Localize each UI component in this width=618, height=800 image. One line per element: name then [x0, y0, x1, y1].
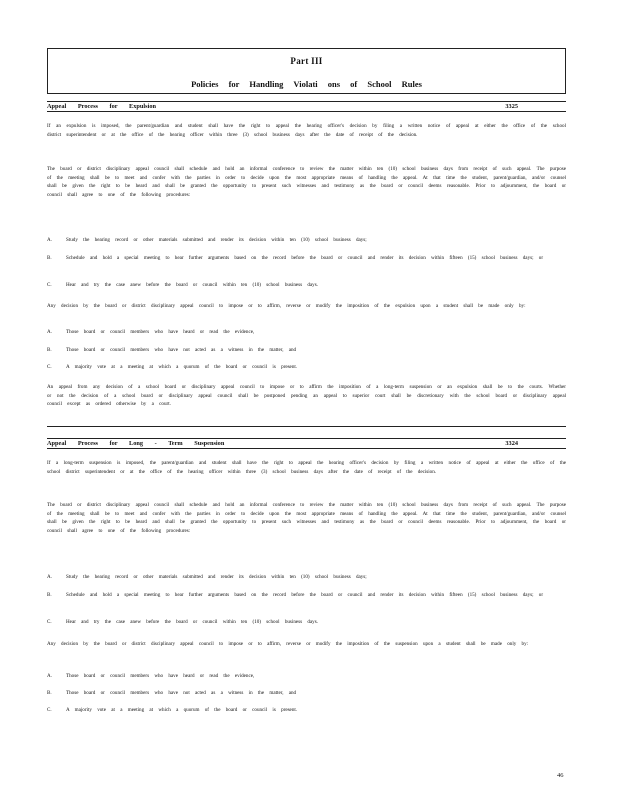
- list-item-text: Study the hearing record or other materials submitted and render its decision within ten (10) school business days;: [66, 237, 367, 243]
- list-item-text: A majority vote at a meeting at which a quorum of the board or council is present.: [66, 364, 298, 370]
- section-number: 3325: [505, 103, 518, 110]
- section-title: Appeal Process for Expulsion: [47, 103, 157, 110]
- list-item: [47, 346, 566, 355]
- paragraph: If an expulsion is imposed, the parent/guardian and student shall have the right to appeal the hearing officer's decision by filing a written notice of appeal at either the office of the school district superintendent or at the office of the hearing officer within three (3) school business days after the date of receipt of the decision.: [47, 123, 566, 138]
- list-item-label: B.: [47, 347, 52, 353]
- list-item-text: Those board or council members who have heard or read the evidence,: [66, 673, 255, 679]
- paragraph: An appeal from any decision of a school board or disciplinary appeal council to impose or to affirm the imposition of a long-term suspension or an expulsion shall be to the courts. Whether or not the decision of a school board or disciplinary appeal council shall be postponed pending an appeal to superior court shall be discretionary with the school board or disciplinary appeal council except as ordered otherwise by a court.: [47, 384, 566, 408]
- list-item-text: Hear and try the case anew before the board or council within ten (10) school business days.: [66, 619, 318, 625]
- list-item-text: Study the hearing record or other materials submitted and render its decision within ten (10) school business days;: [66, 574, 367, 580]
- list-item: [47, 573, 566, 582]
- part-title: Part III: [290, 56, 323, 66]
- list-item: [47, 591, 566, 609]
- list-item: [47, 236, 566, 245]
- paragraph: If a long-term suspension is imposed, the parent/guardian and student shall have the right to appeal the hearing officer's decision by filing a written notice of appeal at either the office of the school district superintendent or at the office of the hearing officer within three (3) school business days after the date of receipt of the decision.: [47, 460, 566, 475]
- list-item-label: A.: [47, 237, 52, 243]
- list-item-label: A.: [47, 574, 52, 580]
- list-item: [47, 689, 566, 698]
- paragraph: Any decision by the board or district disciplinary appeal council to impose or to affirm, reverse or modify the imposition of the expulsion upon a student shall be made only by:: [47, 303, 526, 309]
- section-title: Appeal Process for Long - Term Suspension: [47, 440, 225, 447]
- list-item: [47, 618, 566, 627]
- list-item-text: Those board or council members who have heard or read the evidence,: [66, 329, 255, 335]
- paragraph: Any decision by the board or district disciplinary appeal council to impose or to affirm, reverse or modify the imposition of the suspension upon a student shall be made only by:: [47, 641, 529, 647]
- list-item: [47, 254, 566, 272]
- list-item-text: A majority vote at a meeting at which a quorum of the board or council is present.: [66, 707, 298, 713]
- list-item-label: B.: [47, 690, 52, 696]
- list-item-text: Those board or council members who have not acted as a witness in the matter, and: [66, 690, 297, 696]
- list-item: [47, 328, 566, 337]
- list-item: [47, 672, 566, 681]
- list-item: [47, 281, 566, 290]
- list-item-text: Schedule and hold a special meeting to hear further arguments based on the record before the board or council and render its decision within fifteen (15) school business days; or: [66, 255, 544, 261]
- list-item: [47, 363, 566, 372]
- list-item-label: C.: [47, 707, 52, 713]
- section-divider: [47, 426, 566, 427]
- list-item: [47, 706, 566, 715]
- paragraph: The board or district disciplinary appeal council shall schedule and hold an informal conference to review the matter within ten (10) school business days from receipt of such appeal. The purpose of the meeting shall be to meet and confer with the parties in order to decide upon the most appropriate means of handling the appeal. At that time the student, parent/guardian, and/or counsel shall be given the right to be heard and shall be granted the opportunity to present such witnesses and testimony as the board or council deems reasonable. Prior to adjournment, the board or council shall agree to one of the following procedures:: [47, 166, 566, 198]
- section-heading-long-term-suspension: [47, 438, 566, 449]
- list-item-label: C.: [47, 619, 52, 625]
- list-item-text: Hear and try the case anew before the board or council within ten (10) school business days.: [66, 282, 318, 288]
- list-item-label: C.: [47, 364, 52, 370]
- part-subtitle: Policies for Handling Violati ons of School Rules: [191, 79, 422, 89]
- list-item-label: A.: [47, 673, 52, 679]
- list-item-text: Those board or council members who have not acted as a witness in the matter, and: [66, 347, 297, 353]
- section-number: 3324: [505, 440, 518, 447]
- page-number: 46: [557, 772, 564, 779]
- part-header-box: [47, 48, 566, 94]
- list-item-label: B.: [47, 255, 52, 261]
- list-item-label: A.: [47, 329, 52, 335]
- section-heading-expulsion: [47, 101, 566, 112]
- list-item-text: Schedule and hold a special meeting to hear further arguments based on the record before the board or council and render its decision within fifteen (15) school business days; or: [66, 592, 544, 598]
- list-item-label: C.: [47, 282, 52, 288]
- list-item-label: B.: [47, 592, 52, 598]
- paragraph: The board or district disciplinary appeal council shall schedule and hold an informal conference to review the matter within ten (10) school business days from receipt of such appeal. The purpose of the meeting shall be to meet and confer with the parties in order to decide upon the most appropriate means of handling the appeal. At that time the student, parent/guardian, and/or counsel shall be given the right to be heard and shall be granted the opportunity to present such witnesses and testimony as the board or council deems reasonable. Prior to adjournment, the board or council shall agree to one of the following procedures:: [47, 502, 566, 534]
